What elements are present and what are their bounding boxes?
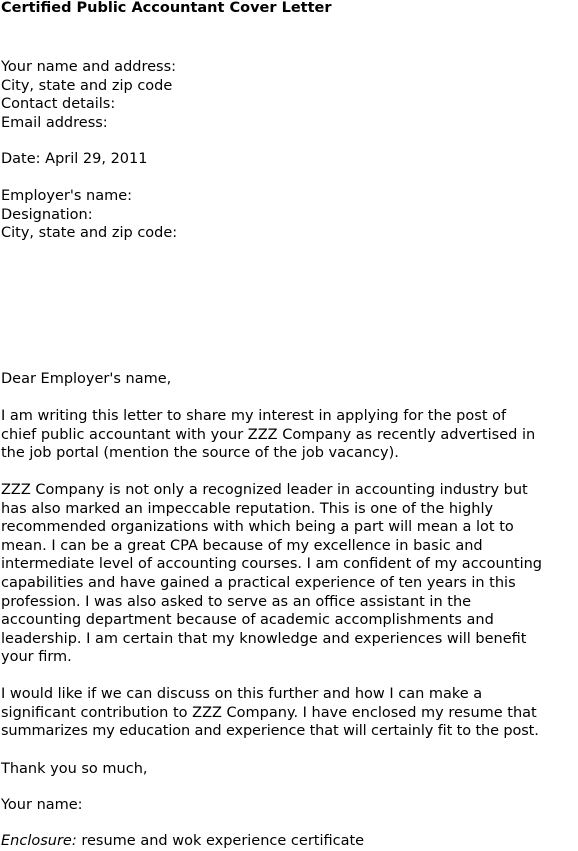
paragraph-line: I would like if we can discuss on this further and how I can make a [1, 686, 483, 702]
recipient-city-state-zip: City, state and zip code: [1, 225, 178, 242]
paragraph-line: intermediate level of accounting courses. I am confident of my accounting [1, 556, 542, 573]
letter-date: Date: April 29, 2011 [1, 151, 148, 167]
sender-block [1, 58, 176, 132]
paragraph-line: chief public accountant with your ZZZ Company as recently advertised in [1, 426, 536, 443]
enclosure-text: resume and wok experience certificate [76, 833, 365, 849]
enclosure-label: Enclosure: [1, 833, 77, 849]
paragraph-line: mean. I can be a great CPA because of my excellence in basic and [1, 537, 483, 554]
paragraph-line: summarizes my education and experience that will certainly fit to the post. [1, 723, 539, 740]
paragraph-line: I am writing this letter to share my interest in applying for the post of [1, 408, 507, 424]
paragraph-1 [1, 407, 535, 463]
paragraph-line: leadership. I am certain that my knowledge and experiences will benefit [1, 630, 527, 647]
paragraph-line: capabilities and have gained a practical experience of ten years in this [1, 574, 516, 591]
sender-email: Email address: [1, 114, 108, 131]
paragraph-line: accounting department because of academic accomplishments and [1, 612, 494, 629]
paragraph-line: profession. I was also asked to serve as an office assistant in the [1, 593, 472, 610]
enclosure [1, 832, 364, 851]
sender-city-state-zip: City, state and zip code [1, 77, 173, 94]
recipient-employer-name: Employer's name: [1, 188, 133, 204]
paragraph-line: significant contribution to ZZZ Company. I have enclosed my resume that [1, 704, 537, 721]
salutation: Dear Employer's name, [1, 371, 172, 387]
paragraph-2 [1, 481, 542, 667]
sender-name-address: Your name and address: [1, 59, 177, 75]
paragraph-line: ZZZ Company is not only a recognized leader in accounting industry but [1, 482, 528, 498]
signature: Your name: [1, 797, 83, 813]
paragraph-line: the job portal (mention the source of the job vacancy). [1, 445, 399, 462]
recipient-designation: Designation: [1, 206, 93, 223]
recipient-block [1, 187, 177, 243]
sender-contact: Contact details: [1, 96, 116, 113]
document-title: Certified Public Accountant Cover Letter [1, 0, 332, 16]
closing: Thank you so much, [1, 761, 148, 777]
paragraph-line: has also marked an impeccable reputation. This is one of the highly [1, 500, 494, 517]
paragraph-3 [1, 685, 539, 741]
paragraph-line: your firm. [1, 649, 72, 666]
paragraph-line: recommended organizations with which being a part will mean a lot to [1, 519, 514, 536]
